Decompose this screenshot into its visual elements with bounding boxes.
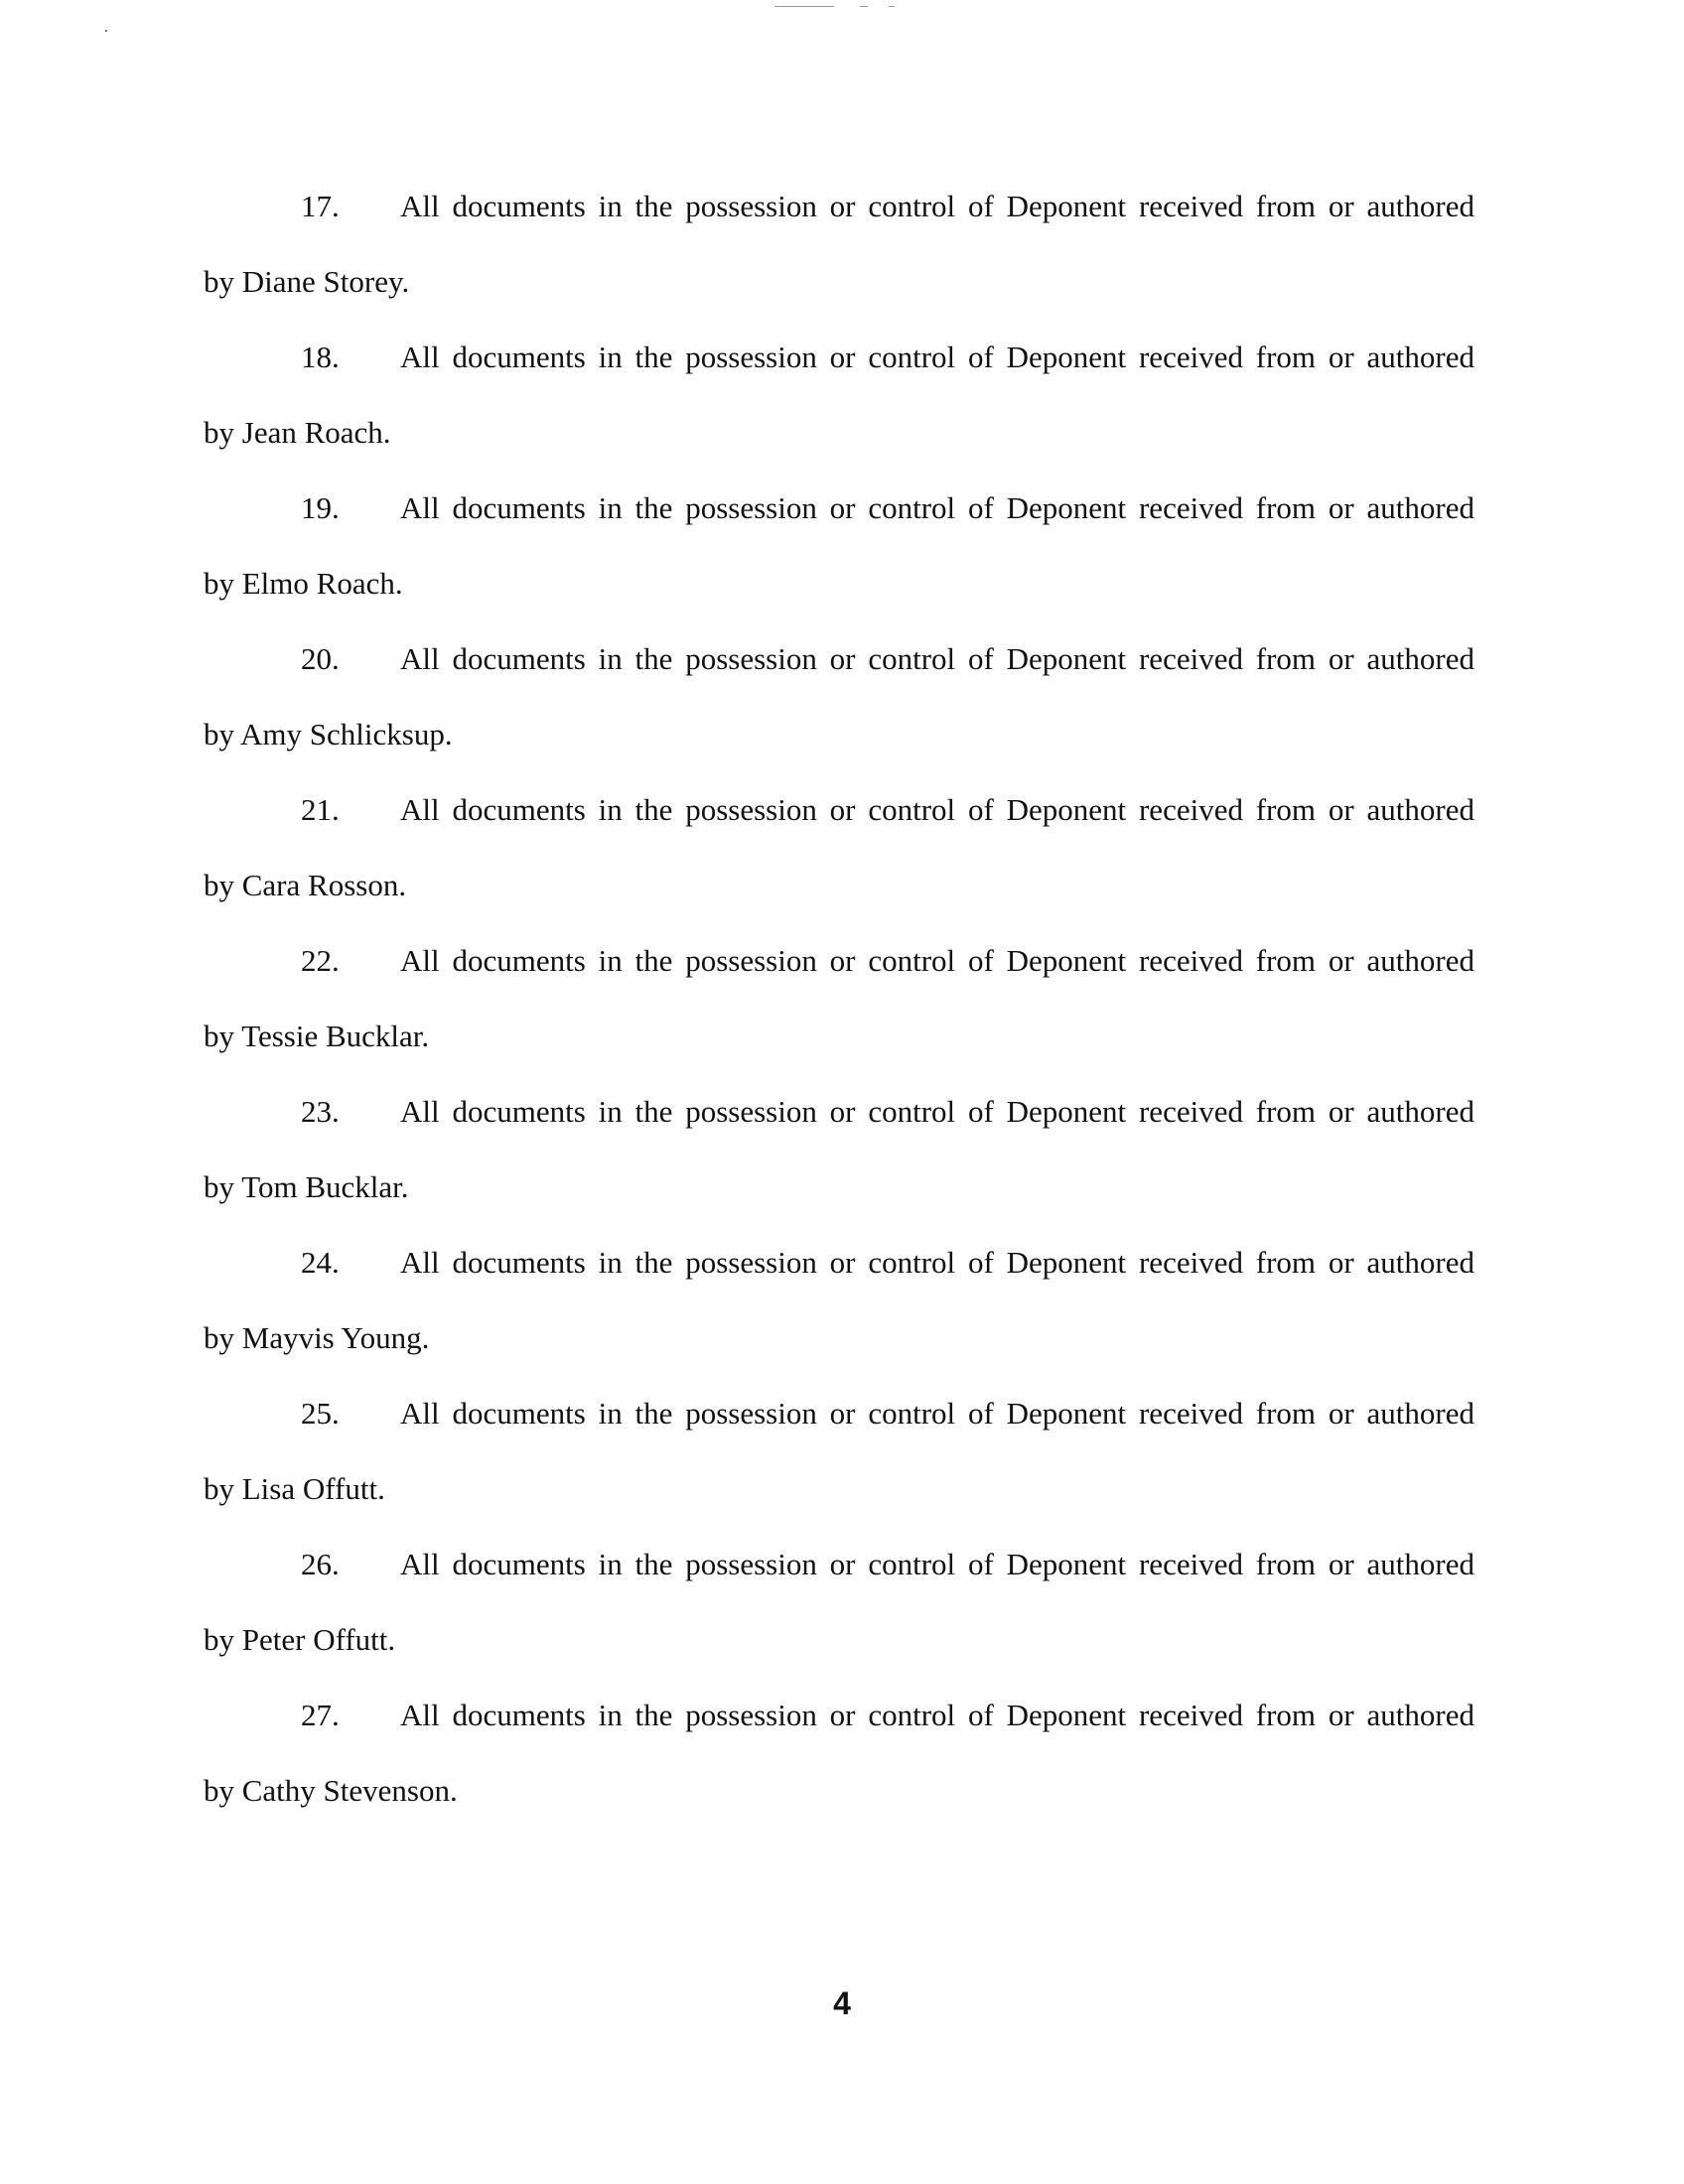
request-number: 23. — [301, 1094, 340, 1129]
request-continuation: by Elmo Roach. — [204, 566, 403, 601]
request-number: 26. — [301, 1547, 340, 1581]
request-item — [204, 488, 1474, 639]
scan-artifact — [774, 6, 834, 7]
request-text: All documents in the possession or control of Deponent received from or authored — [400, 792, 1474, 827]
request-number: 22. — [301, 943, 340, 978]
request-continuation: by Lisa Offutt. — [204, 1471, 385, 1506]
request-continuation: by Mayvis Young. — [204, 1320, 430, 1355]
request-item — [204, 1243, 1474, 1394]
request-number: 25. — [301, 1396, 340, 1431]
request-text: All documents in the possession or control of Deponent received from or authored — [400, 340, 1474, 374]
request-item — [204, 639, 1474, 790]
request-number: 20. — [301, 641, 340, 676]
scan-artifact — [889, 6, 895, 7]
request-text: All documents in the possession or control of Deponent received from or authored — [400, 641, 1474, 676]
request-text: All documents in the possession or control of Deponent received from or authored — [400, 1245, 1474, 1280]
request-continuation: by Peter Offutt. — [204, 1622, 396, 1657]
request-continuation: by Diane Storey. — [204, 264, 410, 299]
request-item — [204, 1696, 1474, 1846]
request-text: All documents in the possession or control of Deponent received from or authored — [400, 189, 1474, 223]
request-item — [204, 790, 1474, 941]
request-text: All documents in the possession or control of Deponent received from or authored — [400, 1396, 1474, 1431]
request-list — [204, 187, 1474, 1846]
request-number: 27. — [301, 1698, 340, 1732]
request-number: 24. — [301, 1245, 340, 1280]
request-continuation: by Tessie Bucklar. — [204, 1019, 430, 1053]
request-item — [204, 338, 1474, 488]
request-text: All documents in the possession or control of Deponent received from or authored — [400, 1547, 1474, 1581]
page-number: 4 — [833, 1985, 851, 2021]
scan-artifact — [860, 6, 868, 7]
request-text: All documents in the possession or control of Deponent received from or authored — [400, 943, 1474, 978]
request-item — [204, 1394, 1474, 1545]
request-item — [204, 941, 1474, 1092]
request-continuation: by Tom Bucklar. — [204, 1169, 409, 1204]
request-continuation: by Cara Rosson. — [204, 868, 407, 902]
request-number: 18. — [301, 340, 340, 374]
request-text: All documents in the possession or control of Deponent received from or authored — [400, 1094, 1474, 1129]
request-text: All documents in the possession or control of Deponent received from or authored — [400, 490, 1474, 525]
request-number: 17. — [301, 189, 340, 223]
request-number: 19. — [301, 490, 340, 525]
request-item — [204, 1092, 1474, 1243]
request-text: All documents in the possession or control of Deponent received from or authored — [400, 1698, 1474, 1732]
request-item — [204, 187, 1474, 338]
request-number: 21. — [301, 792, 340, 827]
request-item — [204, 1545, 1474, 1696]
scan-artifact — [105, 30, 107, 32]
request-continuation: by Cathy Stevenson. — [204, 1773, 458, 1808]
request-continuation: by Amy Schlicksup. — [204, 717, 453, 751]
request-continuation: by Jean Roach. — [204, 415, 391, 450]
